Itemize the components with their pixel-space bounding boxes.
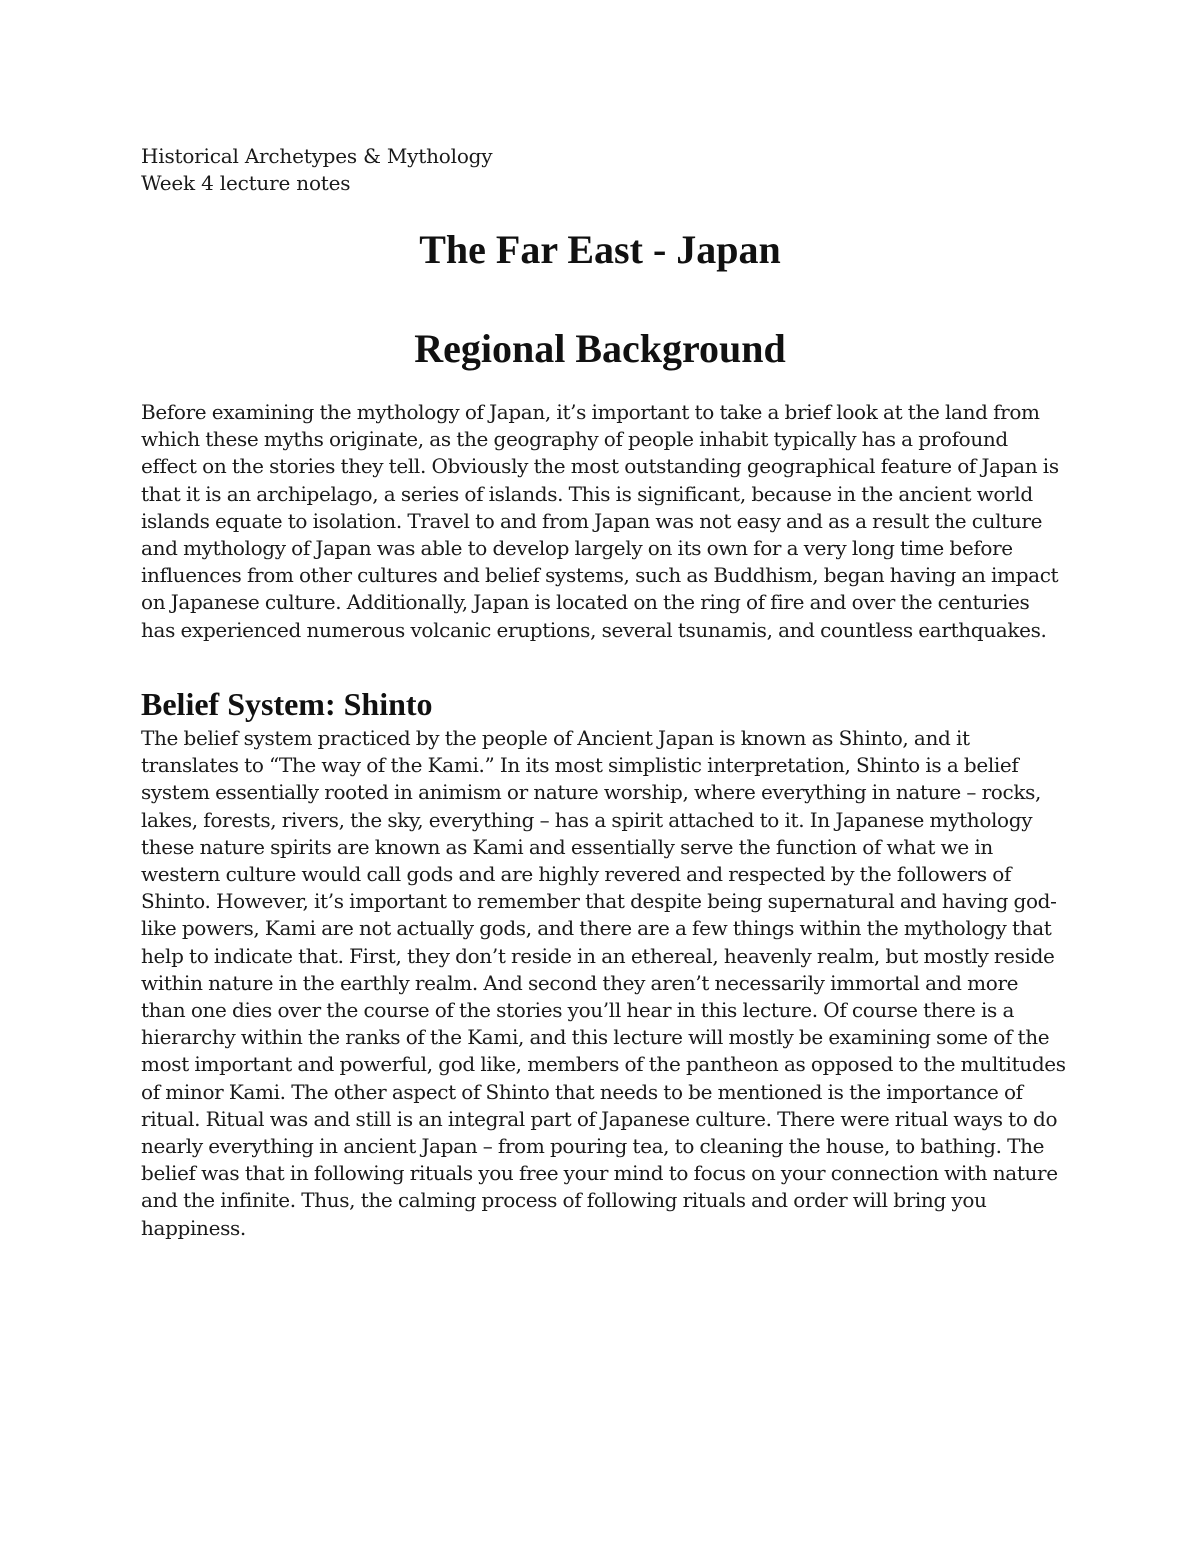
paragraph-belief-system: The belief system practiced by the people of Ancient Japan is known as Shinto, and it translates to “The way of the Kami.” In its most simplistic interpretation, Shinto is a belief system essentially rooted in animism or nature worship, where everything in nature – rocks, lakes, forests, rivers, the sky, everything – has a spirit attached to it. In Japanese mythology these nature spirits are known as Kami and essentially serve the function of what we in western culture would call gods and are highly revered and respected by the followers of Shinto. However, it’s important to remember that despite being supernatural and having god-like powers, Kami are not actually gods, and there are a few things within the mythology that help to indicate that. First, they don’t reside in an ethereal, heavenly realm, but mostly reside within nature in the earthly realm. And second they aren’t necessarily immortal and more than one dies over the course of the stories you’ll hear in this lecture. Of course there is a hierarchy within the ranks of the Kami, and this lecture will mostly be examining some of the most important and powerful, god like, members of the pantheon as opposed to the multitudes of minor Kami. The other aspect of Shinto that needs to be mentioned is the importance of ritual. Ritual was and still is an integral part of Japanese culture. There were ritual ways to do nearly everything in ancient Japan – from pouring tea, to cleaning the house, to bathing. The belief was that in following rituals you free your mind to focus on your connection with nature and the infinite. Thus, the calming process of following rituals and order will bring you happiness. <box>141 726 1066 1240</box>
page-title: The Far East - Japan <box>419 227 781 272</box>
course-name: Historical Archetypes & Mythology <box>141 144 493 168</box>
paragraph-regional-background: Before examining the mythology of Japan, it’s important to take a brief look at the land from which these myths originate, as the geography of people inhabit typically has a profound effect on the stories they tell. Obviously the most outstanding geographical feature of Japan is that it is an archipelago, a series of islands. This is significant, because in the ancient world islands equate to isolation. Travel to and from Japan was not easy and as a result the culture and mythology of Japan was able to develop largely on its own for a very long time before influences from other cultures and belief systems, such as Buddhism, began having an impact on Japanese culture. Additionally, Japan is located on the ring of fire and over the centuries has experienced numerous volcanic eruptions, several tsunamis, and countless earthquakes. <box>141 400 1059 642</box>
section-heading-regional-background: Regional Background <box>414 326 786 371</box>
section-heading-belief-system: Belief System: Shinto <box>141 686 433 722</box>
document-header <box>141 143 492 197</box>
lecture-subtitle: Week 4 lecture notes <box>141 171 351 195</box>
